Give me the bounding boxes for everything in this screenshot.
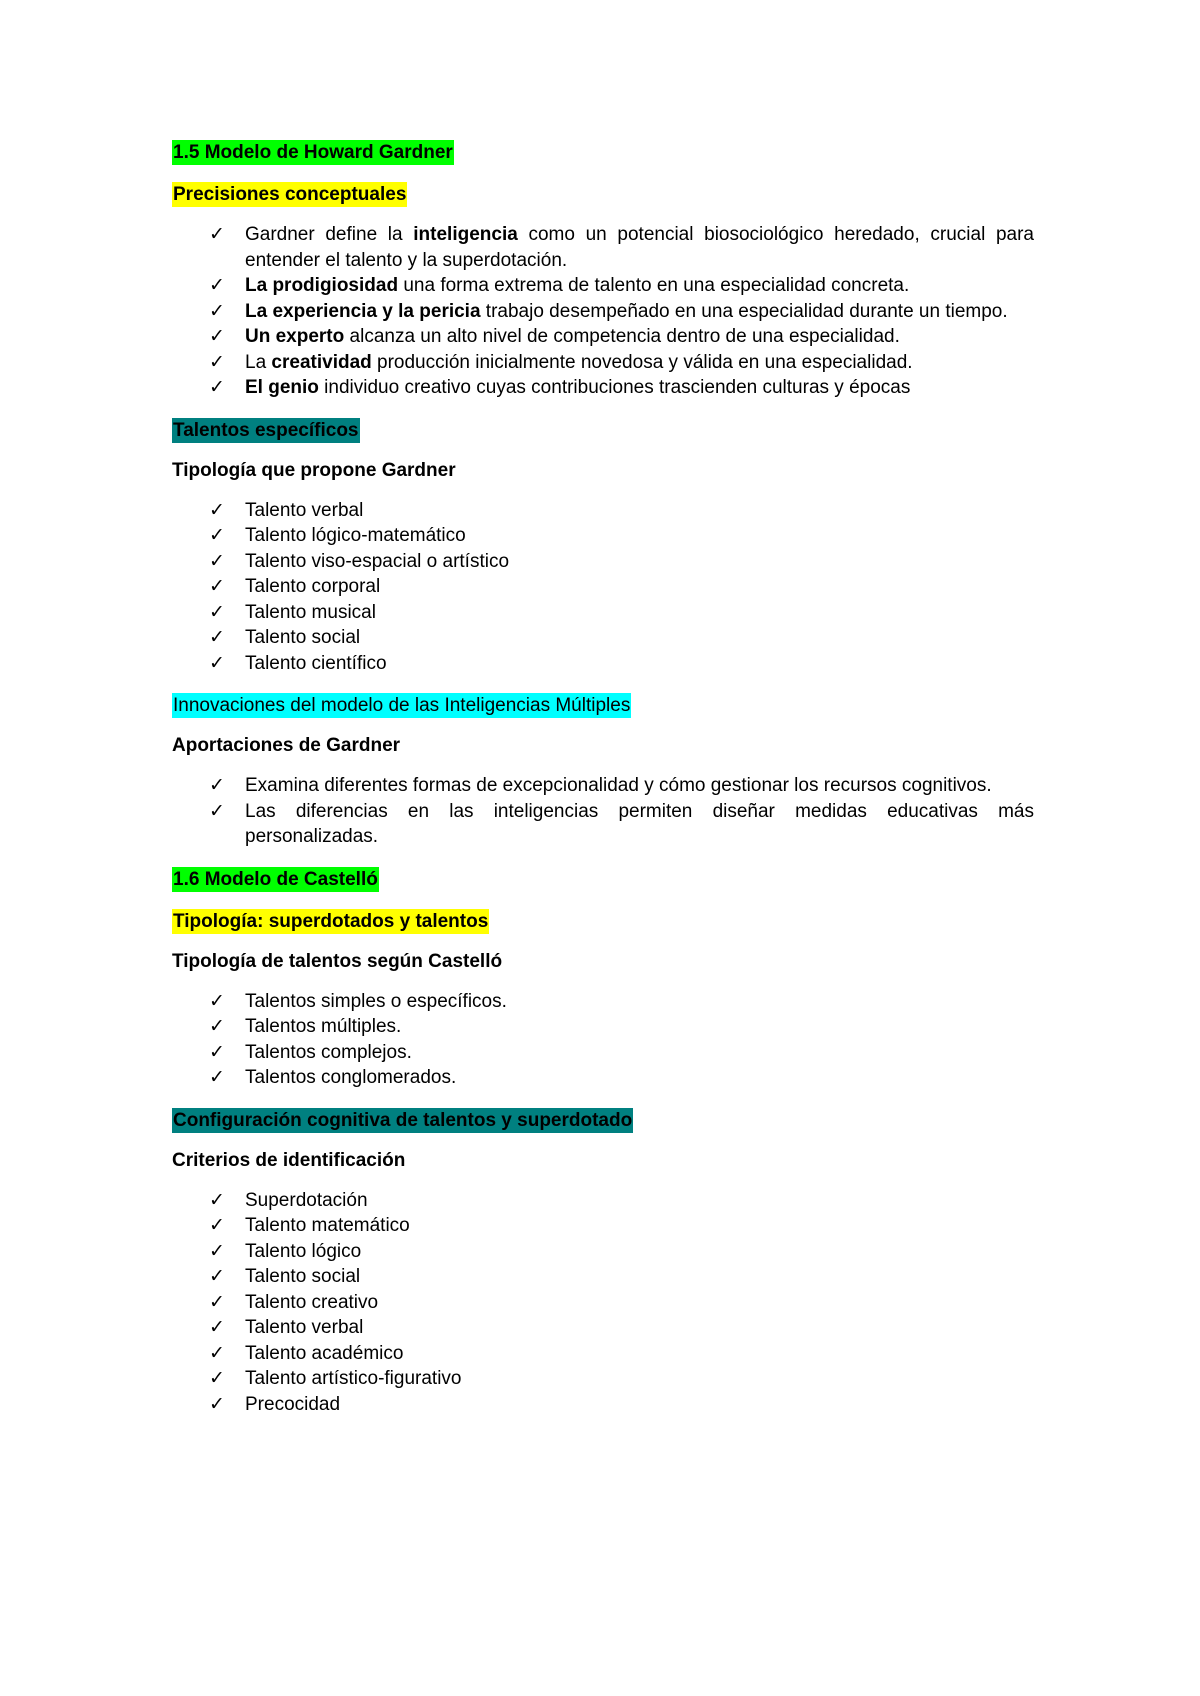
check-icon: ✓: [209, 350, 225, 373]
criterios-list: [172, 1188, 1034, 1418]
check-icon: ✓: [209, 799, 225, 822]
list-item: ✓ Talento verbal: [209, 498, 364, 521]
check-icon: ✓: [209, 1392, 225, 1415]
list-item: ✓ Talentos simples o específicos.: [209, 989, 507, 1012]
list-item: ✓ Examina diferentes formas de excepcionalidad y cómo gestionar los recursos cognitivos.: [209, 774, 992, 796]
heading-precisiones: Precisiones conceptuales: [173, 184, 407, 205]
check-icon: ✓: [209, 299, 225, 322]
list-item: ✓ Talento verbal: [209, 1316, 364, 1338]
list-item: ✓ La experiencia y la pericia trabajo desempeñado en una especialidad durante un tiempo.: [209, 299, 1008, 322]
heading-talentos-especificos: Talentos específicos: [173, 419, 359, 441]
list-item: ✓ Talentos conglomerados.: [209, 1066, 457, 1088]
section-heading-1-6: 1.6 Modelo de Castelló: [173, 868, 378, 890]
aportaciones-list: [172, 773, 1034, 850]
list-item: ✓ Talento lógico-matemático: [209, 524, 466, 546]
check-icon: ✓: [209, 1341, 225, 1364]
check-icon: ✓: [209, 274, 225, 296]
check-icon: ✓: [209, 626, 225, 648]
list-item: ✓ Talento lógico: [209, 1239, 362, 1262]
list-item: ✓ Talentos complejos.: [209, 1040, 412, 1063]
tipologia-castello-list: [172, 989, 1034, 1091]
check-icon: ✓: [209, 1239, 225, 1262]
check-icon: ✓: [209, 1290, 225, 1313]
check-icon: ✓: [209, 575, 225, 597]
check-icon: ✓: [209, 1265, 225, 1287]
list-item: ✓ Talento social: [209, 626, 361, 648]
list-item: ✓ Superdotación: [209, 1188, 368, 1211]
heading-configuracion-cognitiva: Configuración cognitiva de talentos y superdotado: [173, 1109, 633, 1131]
check-icon: ✓: [209, 498, 225, 521]
check-icon: ✓: [209, 1040, 225, 1063]
check-icon: ✓: [209, 989, 225, 1012]
list-item: ✓ El genio individuo creativo cuyas contribuciones trascienden culturas y épocas: [209, 376, 911, 398]
list-item: ✓ Talento social: [209, 1265, 361, 1287]
check-icon: ✓: [209, 1367, 225, 1389]
document-page: [172, 140, 1034, 1417]
heading-innovaciones: Innovaciones del modelo de las Inteligencias Múltiples: [173, 695, 631, 716]
list-item: ✓ Talento académico: [209, 1341, 404, 1364]
list-item: ✓ Precocidad: [209, 1392, 341, 1415]
check-icon: ✓: [209, 600, 225, 623]
check-icon: ✓: [209, 1316, 225, 1338]
check-icon: ✓: [209, 549, 225, 572]
check-icon: ✓: [209, 1188, 225, 1211]
subheading-aportaciones: Aportaciones de Gardner: [172, 735, 401, 756]
subheading-tipologia-castello: Tipología de talentos según Castelló: [172, 950, 503, 972]
list-item: ✓ Talento artístico-figurativo: [209, 1367, 462, 1389]
list-item: ✓ Talento viso-espacial o artístico: [209, 549, 510, 572]
check-icon: ✓: [209, 325, 225, 347]
list-item: ✓ Talento corporal: [209, 575, 381, 597]
subheading-criterios: Criterios de identificación: [172, 1149, 406, 1171]
list-item: ✓ Talentos múltiples.: [209, 1015, 402, 1037]
check-icon: ✓: [209, 524, 225, 546]
precisiones-list: [172, 222, 1034, 401]
list-item: ✓ Talento matemático: [209, 1214, 410, 1236]
heading-tipologia-superdotados: Tipología: superdotados y talentos: [173, 910, 489, 932]
check-icon: ✓: [209, 651, 225, 674]
check-icon: ✓: [209, 1214, 225, 1236]
list-item: ✓ La prodigiosidad una forma extrema de talento en una especialidad concreta.: [209, 274, 910, 296]
check-icon: ✓: [209, 774, 225, 796]
check-icon: ✓: [209, 376, 225, 398]
list-item: ✓ Las diferencias en las inteligencias permiten diseñar medidas educativas más personalizadas.: [209, 799, 1034, 847]
list-item: ✓ Talento creativo: [209, 1290, 379, 1313]
check-icon: ✓: [209, 1066, 225, 1088]
subheading-tipologia-gardner: Tipología que propone Gardner: [172, 459, 456, 481]
list-item: ✓ La creatividad producción inicialmente novedosa y válida en una especialidad.: [209, 350, 913, 373]
section-heading-1-5: 1.5 Modelo de Howard Gardner: [173, 142, 453, 163]
tipologia-gardner-list: [172, 498, 1034, 677]
check-icon: ✓: [209, 223, 225, 245]
list-item: ✓ Talento musical: [209, 600, 376, 623]
list-item: ✓ Talento científico: [209, 651, 387, 674]
check-icon: ✓: [209, 1015, 225, 1037]
list-item: ✓ Gardner define la inteligencia como un potencial biosociológico heredado, crucial para entender el talento y la superdotación.: [209, 223, 1034, 271]
list-item: ✓ Un experto alcanza un alto nivel de competencia dentro de una especialidad.: [209, 325, 900, 347]
